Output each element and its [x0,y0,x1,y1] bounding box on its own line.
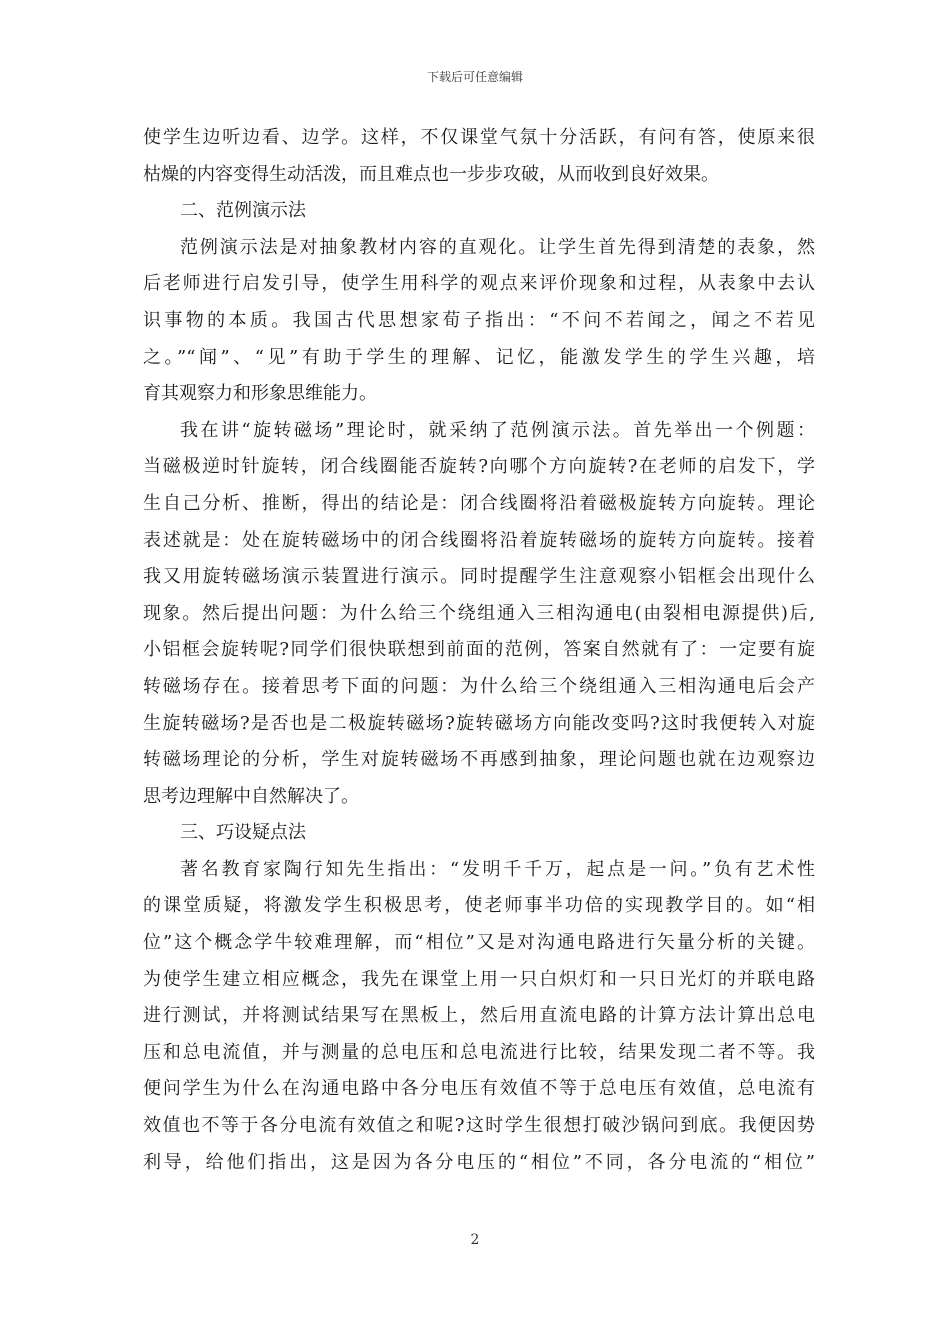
paragraph-line: 小铝框会旋转呢?同学们很快联想到前面的范例，答案自然就有了：一定要有旋 [143,639,815,661]
paragraph-line: 思考边理解中自然解决了。 [143,785,359,807]
section-heading: 二、范例演示法 [180,200,306,222]
page-header: 下载后可任意编辑 [426,70,523,84]
paragraph-line: 为使学生建立相应概念，我先在课堂上用一只白炽灯和一只日光灯的并联电路 [143,968,815,990]
paragraph-line: 效值也不等于各分电流有效值之和呢?这时学生很想打破沙锅问到底。我便因势 [143,1115,815,1137]
paragraph-line: 转磁场理论的分析，学生对旋转磁场不再感到抽象，理论问题也就在边观察边 [143,749,815,771]
paragraph-line: 我又用旋转磁场演示装置进行演示。同时提醒学生注意观察小铝框会出现什么 [143,566,815,588]
paragraph-line: 利导，给他们指出，这是因为各分电压的“相位”不同，各分电流的“相位” [143,1151,815,1173]
paragraph-line: 当磁极逆时针旋转，闭合线圈能否旋转?向哪个方向旋转?在老师的启发下，学 [143,456,815,478]
paragraph-line: 枯燥的内容变得生动活泼，而且难点也一步步攻破，从而收到良好效果。 [143,163,719,185]
paragraph-line: 位”这个概念学牛较难理解，而“相位”又是对沟通电路进行矢量分析的关键。 [143,932,815,954]
paragraph-line: 现象。然后提出问题：为什么给三个绕组通入三相沟通电(由裂相电源提供)后, [143,602,815,624]
paragraph-line: 进行测试，并将测试结果写在黑板上，然后用直流电路的计算方法计算出总电 [143,1005,815,1027]
paragraph-line: 范例演示法是对抽象教材内容的直观化。让学生首先得到清楚的表象，然 [180,236,815,258]
page-number: 2 [470,1232,480,1248]
paragraph-line: 表述就是：处在旋转磁场中的闭合线圈将沿着旋转磁场的旋转方向旋转。接着 [143,529,815,551]
paragraph-line: 生自己分析、推断，得出的结论是：闭合线圈将沿着磁极旋转方向旋转。理论 [143,492,815,514]
paragraph-line: 压和总电流值，并与测量的总电压和总电流进行比较，结果发现二者不等。我 [143,1041,815,1063]
paragraph-line: 的课堂质疑，将激发学生积极思考，使老师事半功倍的实现教学目的。如“相 [143,895,815,917]
paragraph-line: 使学生边听边看、边学。这样，不仅课堂气氛十分活跃，有问有答，使原来很 [143,127,815,148]
paragraph-line: 便问学生为什么在沟通电路中各分电压有效值不等于总电压有效值，总电流有 [143,1078,815,1100]
paragraph-line: 育其观察力和形象思维能力。 [143,383,377,405]
section-heading: 三、巧设疑点法 [180,822,306,844]
paragraph-line: 生旋转磁场?是否也是二极旋转磁场?旋转磁场方向能改变吗?这时我便转入对旋 [143,712,815,734]
document-body [143,120,815,1181]
paragraph-line: 之。”“闻”、“见”有助于学生的理解、记忆，能激发学生的学生兴趣，培 [143,346,815,368]
paragraph-line: 识事物的本质。我国古代思想家荀子指出：“不问不若闻之，闻之不若见 [143,309,815,331]
paragraph-line: 我在讲“旋转磁场”理论时，就采纳了范例演示法。首先举出一个例题： [180,419,815,441]
paragraph-line: 著名教育家陶行知先生指出：“发明千千万，起点是一问。”负有艺术性 [180,858,815,880]
paragraph-line: 后老师进行启发引导，使学生用科学的观点来评价现象和过程，从表象中去认 [143,273,815,295]
paragraph-line: 转磁场存在。接着思考下面的问题：为什么给三个绕组通入三相沟通电后会产 [143,675,815,697]
